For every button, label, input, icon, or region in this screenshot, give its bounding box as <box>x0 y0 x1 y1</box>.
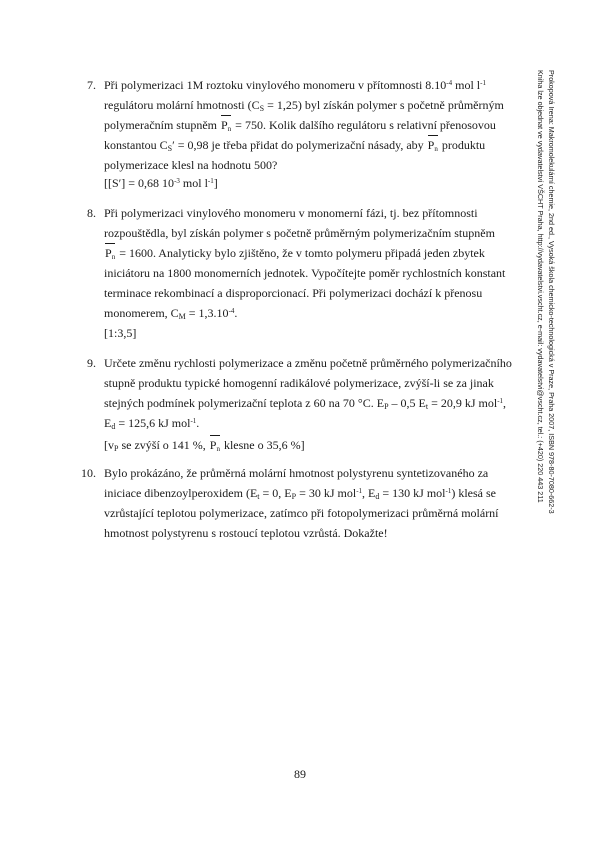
problem-text-line: terminace rekombinací a disproporcionací. Při polymerizaci dochází k přenosu <box>104 286 483 300</box>
problem-text-line: Určete změnu rychlosti polymerizace a změnu početně průměrného polymerizačního <box>104 356 512 370</box>
problem-text-line: vzrůstající teplotou polymerizace, zatímco při fotopolymerizaci průměrná molární <box>104 506 499 520</box>
problem-text-line: Bylo prokázáno, že průměrná molární hmotnost polystyrenu syntetizovaného za <box>104 466 489 480</box>
problem-text-line: polymeračním stupněm $P_n = 750$. Kolik dalšího regulátoru s relativní přenosovou <box>104 115 526 135</box>
problem-10 <box>76 463 526 543</box>
degree-of-polymerization-symbol: $P_n$ <box>209 435 221 455</box>
problem-text-line: hmotnost polystyrenu s rostoucí teplotou vzrůstá. Dokažte! <box>104 526 388 540</box>
page-number: 89 <box>294 767 306 781</box>
problem-list <box>76 75 526 543</box>
problem-text-line: $P_n = 1600$. Analyticky bylo zjištěno, že v tomto polymeru připadá jeden zbytek <box>104 243 526 263</box>
problem-number: 9. <box>87 356 96 370</box>
problem-text-line: regulátoru molární hmotnosti $(C_S = 1,25)$ byl získán polymer s početně průměrným <box>104 98 504 113</box>
problem-text-line: Při polymerizaci vinylového monomeru v monomerní fázi, tj. bez přítomnosti <box>104 206 478 220</box>
problem-answer: [1:3,5] <box>104 326 137 340</box>
degree-of-polymerization-symbol: $P_n$ <box>220 115 232 135</box>
problem-9 <box>76 353 526 453</box>
problem-text-line: $E_d = 125,6$ kJ mol$^{-1}$. <box>104 416 200 431</box>
problem-text-line: stupně produktu typické homogenní radikálové polymerizace, zvýší-li se za jinak <box>104 376 494 390</box>
problem-text-line: Při polymerizaci 1M roztoku vinylového monomeru v přítomnosti $8.10^{-4}$ mol $l^{-1}$ <box>104 78 486 92</box>
problem-text-line: polymerizace klesl na hodnotu 500? <box>104 158 278 172</box>
publication-side-note <box>535 70 557 590</box>
side-note-line-2: Kniha lze objednat ve vydavatelství VŠCHT Praha, http://vydavatelstvi.vscht.cz, e-mail: vydavatelstvi@vscht.cz, tel.: (+420) 220 443 211 <box>536 70 545 503</box>
side-note-line-1: Prokopová Irena: Makromolekulární chemie, 2nd ed., Vysoká škola chemicko-technologická v Praze, Praha 2007, ISBN 978-80-7080-662-3 <box>547 70 556 514</box>
problem-answer: [$v_P$ se zvýší o 141 %, $P_n$ klesne o 35,6 %] <box>104 435 526 455</box>
problem-text-line: iniciátoru na 1800 monomerních jednotek. Vypočítejte poměr rychlostních konstant <box>104 266 506 280</box>
degree-of-polymerization-symbol: $P_n$ <box>104 243 116 263</box>
problem-8 <box>76 203 526 343</box>
problem-text-line: stejných podmínek polymerizační teplota z 60 na 70 °C. $E_P - 0,5$ $E_t = 20,9$ kJ mol$^{-1}$, <box>104 396 507 411</box>
problem-7 <box>76 75 526 195</box>
problem-number: 7. <box>87 78 96 92</box>
problem-answer: [[S′] = 0,68 $10^{-3}$ mol $l^{-1}$] <box>104 176 218 190</box>
problem-number: 10. <box>81 466 96 480</box>
problem-text-line: monomerem, $C_M = 1,3.10^{-4}$. <box>104 306 238 321</box>
degree-of-polymerization-symbol: $P_n$ <box>427 135 439 155</box>
problem-text-line: konstantou $C_S' = 0,98$ je třeba přidat do polymerizační násady, aby $P_n$ produktu <box>104 135 526 155</box>
problem-text-line: iniciace dibenzoylperoxidem ($E_t = 0$, $E_P = 30$ kJ mol$^{-1}$, $E_d = 130$ kJ mol$^{-1}$) klesá se <box>104 486 496 501</box>
problem-number: 8. <box>87 206 96 220</box>
problem-text-line: rozpouštědla, byl získán polymer s početně průměrným polymerizačním stupněm <box>104 226 495 240</box>
